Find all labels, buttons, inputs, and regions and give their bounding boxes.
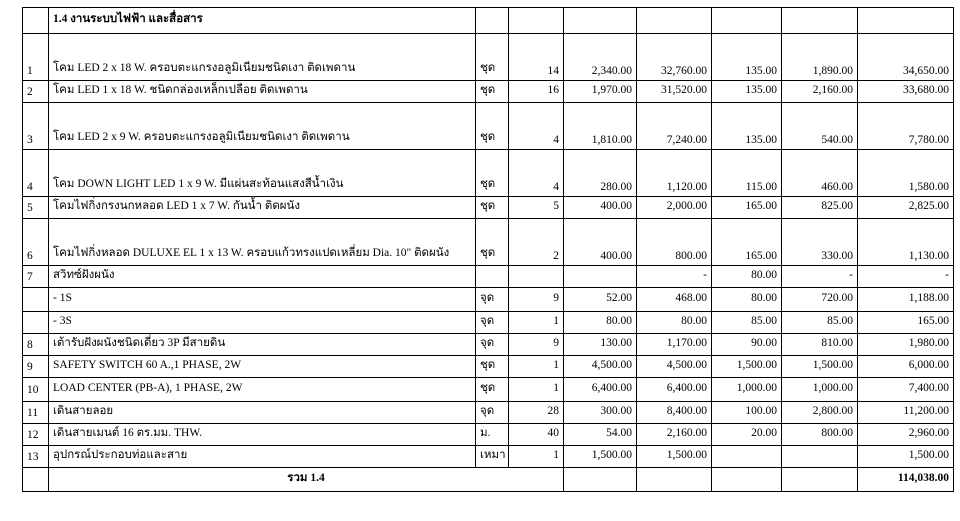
- item-description: LOAD CENTER (PB-A), 1 PHASE, 2W: [49, 378, 476, 402]
- line-total: 7,780.00: [858, 103, 954, 150]
- item-unit: ม.: [476, 424, 509, 446]
- item-quantity: 40: [509, 424, 564, 446]
- table-row: [23, 356, 954, 378]
- item-no: 11: [23, 402, 49, 424]
- material-total: 1,500.00: [637, 446, 712, 468]
- item-quantity: 2: [509, 219, 564, 266]
- labor-unit-price: 90.00: [712, 334, 782, 356]
- labor-unit-price: 135.00: [712, 81, 782, 103]
- line-total: 1,188.00: [858, 288, 954, 312]
- item-description: โคม LED 1 x 18 W. ชนิดกล่องเหล็กเปลือย ติดเพดาน: [49, 81, 476, 103]
- summary-label: รวม 1.4: [49, 468, 564, 492]
- item-no: 5: [23, 197, 49, 219]
- table-row: [23, 378, 954, 402]
- table-row: [23, 150, 954, 197]
- labor-unit-price: 80.00: [712, 288, 782, 312]
- labor-total: 1,000.00: [782, 378, 858, 402]
- item-quantity: 14: [509, 34, 564, 81]
- summary-row: [23, 468, 954, 492]
- item-unit: ชุด: [476, 356, 509, 378]
- labor-unit-price: 135.00: [712, 103, 782, 150]
- line-total: 34,650.00: [858, 34, 954, 81]
- line-total: 7,400.00: [858, 378, 954, 402]
- material-total: 31,520.00: [637, 81, 712, 103]
- item-unit: จุด: [476, 288, 509, 312]
- summary-total: 114,038.00: [858, 468, 954, 492]
- item-no: 3: [23, 103, 49, 150]
- material-unit-price: 4,500.00: [564, 356, 637, 378]
- labor-total: 460.00: [782, 150, 858, 197]
- labor-unit-price: 100.00: [712, 402, 782, 424]
- labor-total: 1,890.00: [782, 34, 858, 81]
- material-total: 4,500.00: [637, 356, 712, 378]
- item-description: สวิทซ์ฝังผนัง: [49, 266, 476, 288]
- item-description: เดินสายเมนต์ 16 ตร.มม. THW.: [49, 424, 476, 446]
- item-no: 4: [23, 150, 49, 197]
- table-row: [23, 446, 954, 468]
- item-no: [23, 312, 49, 334]
- labor-total: 330.00: [782, 219, 858, 266]
- material-total: 2,000.00: [637, 197, 712, 219]
- item-quantity: [509, 266, 564, 288]
- item-quantity: 1: [509, 312, 564, 334]
- material-unit-price: 400.00: [564, 219, 637, 266]
- line-total: 165.00: [858, 312, 954, 334]
- material-unit-price: 400.00: [564, 197, 637, 219]
- labor-total: 2,160.00: [782, 81, 858, 103]
- table-row: [23, 266, 954, 288]
- labor-total: 85.00: [782, 312, 858, 334]
- table-row: [23, 424, 954, 446]
- item-quantity: 1: [509, 446, 564, 468]
- table-row: [23, 197, 954, 219]
- item-unit: [476, 266, 509, 288]
- line-total: 6,000.00: [858, 356, 954, 378]
- material-total: 8,400.00: [637, 402, 712, 424]
- labor-unit-price: 165.00: [712, 197, 782, 219]
- item-unit: ชุด: [476, 103, 509, 150]
- boq-body: [23, 8, 954, 34]
- item-description: เดินสายลอย: [49, 402, 476, 424]
- item-quantity: 16: [509, 81, 564, 103]
- item-rows: [23, 34, 954, 468]
- item-no: 1: [23, 34, 49, 81]
- item-description: โคมไฟกิ่งหลอด DULUXE EL 1 x 13 W. ครอบแก้วทรงแปดเหลี่ยม Dia. 10" ติดผนัง: [49, 219, 476, 266]
- table-row: [23, 402, 954, 424]
- material-unit-price: 1,500.00: [564, 446, 637, 468]
- material-unit-price: 300.00: [564, 402, 637, 424]
- item-description: SAFETY SWITCH 60 A.,1 PHASE, 2W: [49, 356, 476, 378]
- table-row: [23, 219, 954, 266]
- section-header-row: [23, 8, 954, 34]
- item-no: 9: [23, 356, 49, 378]
- table-row: [23, 334, 954, 356]
- table-row: [23, 288, 954, 312]
- table-row: [23, 34, 954, 81]
- labor-total: 720.00: [782, 288, 858, 312]
- labor-unit-price: 20.00: [712, 424, 782, 446]
- boq-table: [22, 7, 954, 492]
- material-unit-price: 80.00: [564, 312, 637, 334]
- labor-total: [782, 446, 858, 468]
- item-unit: จุด: [476, 402, 509, 424]
- item-no: 8: [23, 334, 49, 356]
- item-no: 2: [23, 81, 49, 103]
- item-description: โคม DOWN LIGHT LED 1 x 9 W. มีแผ่นสะท้อนแสงสีน้ำเงิน: [49, 150, 476, 197]
- item-quantity: 9: [509, 334, 564, 356]
- labor-unit-price: 135.00: [712, 34, 782, 81]
- material-unit-price: 1,970.00: [564, 81, 637, 103]
- material-unit-price: 52.00: [564, 288, 637, 312]
- item-no: 12: [23, 424, 49, 446]
- material-total: 6,400.00: [637, 378, 712, 402]
- item-no: 6: [23, 219, 49, 266]
- line-total: 1,130.00: [858, 219, 954, 266]
- labor-total: 2,800.00: [782, 402, 858, 424]
- labor-unit-price: [712, 446, 782, 468]
- material-total: 80.00: [637, 312, 712, 334]
- item-unit: ชุด: [476, 150, 509, 197]
- item-no: 7: [23, 266, 49, 288]
- item-description: อุปกรณ์ประกอบท่อและสาย: [49, 446, 476, 468]
- labor-unit-price: 115.00: [712, 150, 782, 197]
- labor-unit-price: 165.00: [712, 219, 782, 266]
- material-unit-price: 2,340.00: [564, 34, 637, 81]
- line-total: 2,960.00: [858, 424, 954, 446]
- labor-total: 810.00: [782, 334, 858, 356]
- material-total: 468.00: [637, 288, 712, 312]
- item-quantity: 4: [509, 150, 564, 197]
- material-unit-price: 6,400.00: [564, 378, 637, 402]
- item-unit: ชุด: [476, 34, 509, 81]
- labor-total: 540.00: [782, 103, 858, 150]
- labor-total: 825.00: [782, 197, 858, 219]
- item-quantity: 5: [509, 197, 564, 219]
- material-unit-price: 130.00: [564, 334, 637, 356]
- item-description: โคมไฟกิ่งกรงนกหลอด LED 1 x 7 W. กันน้ำ ติดผนัง: [49, 197, 476, 219]
- item-unit: จุด: [476, 334, 509, 356]
- item-description: - 3S: [49, 312, 476, 334]
- line-total: -: [858, 266, 954, 288]
- labor-unit-price: 1,500.00: [712, 356, 782, 378]
- labor-unit-price: 1,000.00: [712, 378, 782, 402]
- item-description: เต้ารับฝังผนังชนิดเดี่ยว 3P มีสายดิน: [49, 334, 476, 356]
- item-quantity: 1: [509, 378, 564, 402]
- material-unit-price: 54.00: [564, 424, 637, 446]
- labor-total: 1,500.00: [782, 356, 858, 378]
- item-unit: ชุด: [476, 197, 509, 219]
- item-unit: ชุด: [476, 81, 509, 103]
- item-quantity: 28: [509, 402, 564, 424]
- material-total: 800.00: [637, 219, 712, 266]
- summary-body: [23, 468, 954, 492]
- line-total: 2,825.00: [858, 197, 954, 219]
- section-title: 1.4 งานระบบไฟฟ้า และสื่อสาร: [49, 8, 476, 34]
- item-unit: ชุด: [476, 219, 509, 266]
- material-total: 1,120.00: [637, 150, 712, 197]
- item-unit: เหมา: [476, 446, 509, 468]
- item-description: โคม LED 2 x 18 W. ครอบตะแกรงอลูมิเนียมชนิดเงา ติดเพดาน: [49, 34, 476, 81]
- material-total: 32,760.00: [637, 34, 712, 81]
- line-total: 11,200.00: [858, 402, 954, 424]
- table-row: [23, 103, 954, 150]
- item-no: 10: [23, 378, 49, 402]
- labor-unit-price: 85.00: [712, 312, 782, 334]
- item-unit: ชุด: [476, 378, 509, 402]
- item-quantity: 4: [509, 103, 564, 150]
- cell-no: [23, 8, 49, 34]
- table-row: [23, 81, 954, 103]
- item-no: 13: [23, 446, 49, 468]
- line-total: 1,980.00: [858, 334, 954, 356]
- labor-total: 800.00: [782, 424, 858, 446]
- material-total: 2,160.00: [637, 424, 712, 446]
- material-unit-price: 1,810.00: [564, 103, 637, 150]
- table-row: [23, 312, 954, 334]
- line-total: 1,580.00: [858, 150, 954, 197]
- item-unit: จุด: [476, 312, 509, 334]
- line-total: 33,680.00: [858, 81, 954, 103]
- line-total: 1,500.00: [858, 446, 954, 468]
- item-quantity: 1: [509, 356, 564, 378]
- material-total: 1,170.00: [637, 334, 712, 356]
- item-description: โคม LED 2 x 9 W. ครอบตะแกรงอลูมิเนียมชนิดเงา ติดเพดาน: [49, 103, 476, 150]
- labor-total: -: [782, 266, 858, 288]
- item-no: [23, 288, 49, 312]
- material-total: 7,240.00: [637, 103, 712, 150]
- material-unit-price: 280.00: [564, 150, 637, 197]
- item-description: - 1S: [49, 288, 476, 312]
- labor-unit-price: 80.00: [712, 266, 782, 288]
- item-quantity: 9: [509, 288, 564, 312]
- material-unit-price: [564, 266, 637, 288]
- material-total: -: [637, 266, 712, 288]
